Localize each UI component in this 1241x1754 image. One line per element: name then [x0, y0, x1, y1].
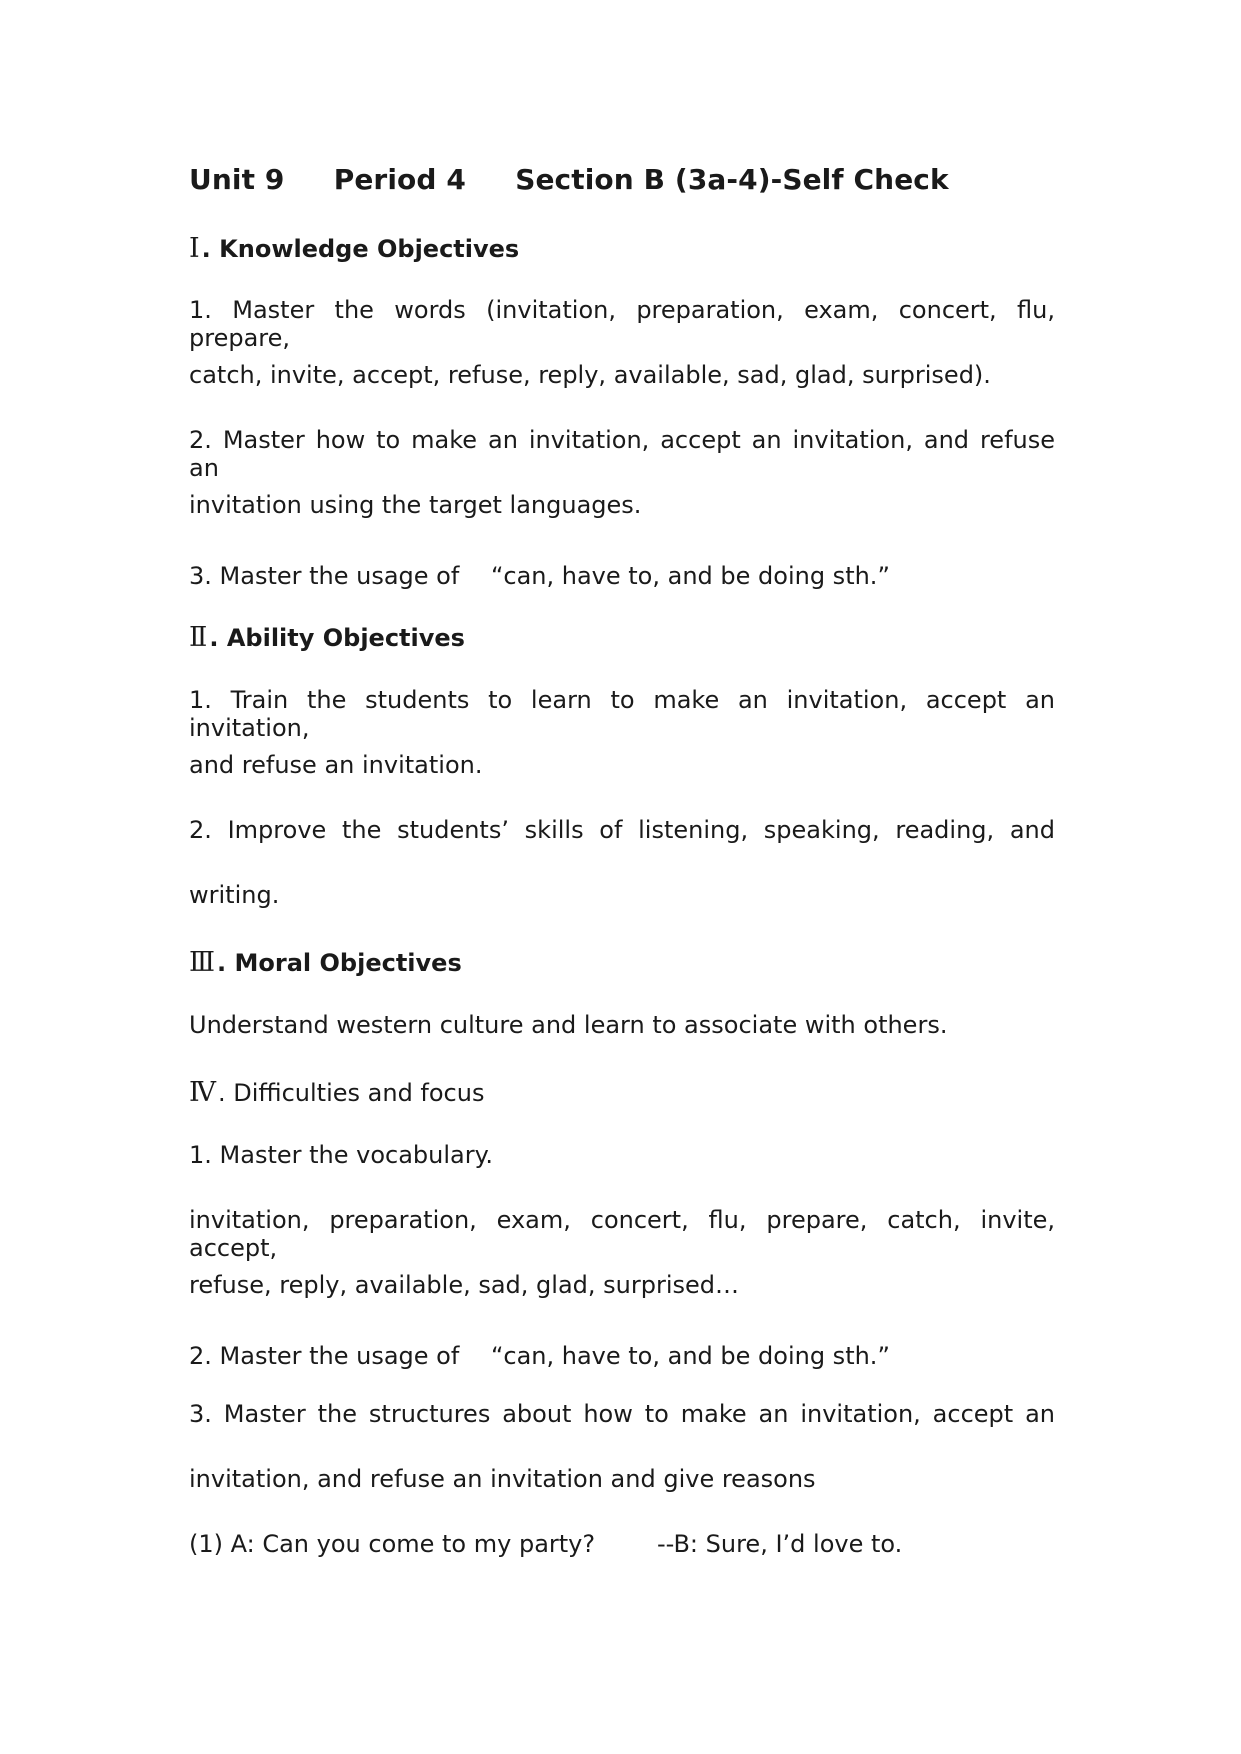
text-line: 1. Master the vocabulary. [189, 1141, 494, 1169]
section-numeral: Ⅲ [189, 947, 216, 978]
section-numeral: Ⅰ [189, 233, 200, 264]
text-line: 2. Master the usage of “can, have to, and be doing sth.” [189, 1342, 890, 1370]
document-title: Unit 9 Period 4 Section B (3a-4)-Self Check [189, 163, 949, 196]
text-line: 3. Master the structures about how to make an invitation, accept an [189, 1400, 1055, 1428]
text-line: writing. [189, 881, 280, 909]
section-heading-knowledge [189, 233, 519, 264]
section-heading-text: . Difficulties and focus [217, 1079, 485, 1107]
section-heading-difficulties [189, 1077, 484, 1108]
section-heading-text: . Ability Objectives [209, 624, 465, 652]
text-line: 1. Master the words (invitation, preparation, exam, concert, flu, prepare, [189, 296, 1055, 352]
section-numeral: Ⅱ [189, 622, 208, 653]
text-line: refuse, reply, available, sad, glad, surprised… [189, 1271, 740, 1299]
text-line: Understand western culture and learn to associate with others. [189, 1011, 948, 1039]
text-line: 2. Improve the students’ skills of listening, speaking, reading, and [189, 816, 1055, 844]
text-line: 3. Master the usage of “can, have to, and be doing sth.” [189, 562, 890, 590]
section-heading-text: . Knowledge Objectives [201, 235, 520, 263]
text-line: invitation, and refuse an invitation and give reasons [189, 1465, 816, 1493]
dialog-line-a: (1) A: Can you come to my party? [189, 1530, 596, 1558]
text-line: invitation using the target languages. [189, 491, 642, 519]
text-line: 1. Train the students to learn to make an invitation, accept an invitation, [189, 686, 1055, 742]
section-heading-ability [189, 622, 465, 653]
section-heading-text: . Moral Objectives [217, 949, 462, 977]
section-numeral: Ⅳ [189, 1077, 216, 1108]
dialog-line-b: --B: Sure, I’d love to. [657, 1530, 903, 1558]
text-line: 2. Master how to make an invitation, accept an invitation, and refuse an [189, 426, 1055, 482]
text-line: invitation, preparation, exam, concert, flu, prepare, catch, invite, accept, [189, 1206, 1055, 1262]
section-heading-moral [189, 947, 462, 978]
text-line: catch, invite, accept, refuse, reply, available, sad, glad, surprised). [189, 361, 991, 389]
text-line: and refuse an invitation. [189, 751, 483, 779]
